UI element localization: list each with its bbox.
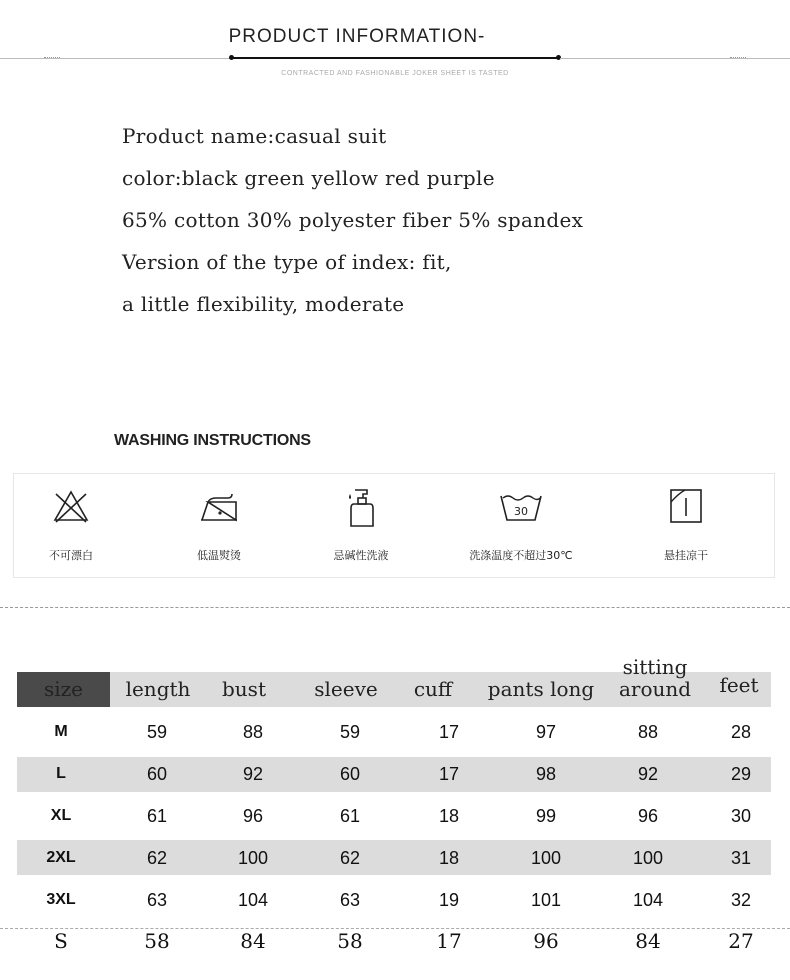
wash-30-icon <box>497 486 545 526</box>
info-product-name: Product name:casual suit <box>122 124 387 148</box>
table-cell: 59 <box>146 722 168 742</box>
table-bottom-line <box>0 928 790 929</box>
wash-label-no-bleach: 不可漂白 <box>49 549 93 562</box>
table-cell: 28 <box>730 722 752 742</box>
table-cell: 19 <box>438 890 460 910</box>
page-subtitle: CONTRACTED AND FASHIONABLE JOKER SHEET IS TASTED <box>281 70 509 77</box>
header-sleeve: sleeve <box>314 677 378 701</box>
header-line-right <box>560 58 790 59</box>
table-cell: 63 <box>146 890 168 910</box>
table-cell: 58 <box>144 929 170 953</box>
wash-item-no-bleach <box>21 474 121 577</box>
washing-title: WASHING INSTRUCTIONS <box>114 432 311 449</box>
size-cell: M <box>54 723 68 740</box>
table-cell: 58 <box>337 929 363 953</box>
table-cell: 62 <box>146 848 168 868</box>
table-cell: 62 <box>339 848 361 868</box>
header-sitting-around <box>610 656 700 708</box>
table-cell: 32 <box>730 890 752 910</box>
info-flexibility: a little flexibility, moderate <box>122 292 405 316</box>
table-cell: 59 <box>339 722 361 742</box>
header-cuff: cuff <box>413 677 453 701</box>
header-sitting-line2: around <box>618 677 692 701</box>
table-cell: 63 <box>339 890 361 910</box>
wash-item-wash-30 <box>461 474 581 577</box>
table-cell: 96 <box>533 929 559 953</box>
table-cell: 100 <box>530 848 562 868</box>
table-cell: 18 <box>438 806 460 826</box>
header-bust: bust <box>222 677 266 701</box>
table-cell: 101 <box>530 890 562 910</box>
table-cell: 98 <box>535 764 557 784</box>
table-cell: 27 <box>728 929 754 953</box>
wash-label-wash-30: 洗涤温度不超过30℃ <box>469 549 573 562</box>
header-pants-long: pants long <box>487 677 595 701</box>
table-cell: 60 <box>146 764 168 784</box>
table-cell: 84 <box>635 929 661 953</box>
table-cell: 92 <box>637 764 659 784</box>
table-cell: 96 <box>242 806 264 826</box>
wash-item-hang-dry <box>636 474 736 577</box>
table-cell: 18 <box>438 848 460 868</box>
table-cell: 61 <box>146 806 168 826</box>
table-cell: 92 <box>242 764 264 784</box>
wash-item-detergent <box>311 474 411 577</box>
header-dash-right <box>730 57 746 61</box>
table-cell: 29 <box>730 764 752 784</box>
table-cell: 100 <box>632 848 664 868</box>
table-cell: 30 <box>730 806 752 826</box>
table-cell: 60 <box>339 764 361 784</box>
detergent-bottle-icon <box>341 486 381 530</box>
header-line-center <box>232 57 560 59</box>
hang-dry-icon <box>666 486 706 526</box>
info-version: Version of the type of index: fit, <box>122 250 452 274</box>
header-size: size <box>17 672 110 707</box>
size-cell: S <box>54 929 68 953</box>
table-cell: 84 <box>240 929 266 953</box>
table-cell: 104 <box>632 890 664 910</box>
table-cell: 88 <box>637 722 659 742</box>
table-cell: 100 <box>237 848 269 868</box>
size-cell: XL <box>50 807 72 824</box>
table-cell: 99 <box>535 806 557 826</box>
header-sitting-line1: sitting <box>622 655 688 679</box>
table-cell: 88 <box>242 722 264 742</box>
low-iron-icon <box>196 486 242 526</box>
size-cell: 2XL <box>46 849 76 866</box>
wash-label-low-iron: 低温熨烫 <box>197 549 241 562</box>
no-bleach-icon <box>51 486 91 526</box>
header-dash-left <box>44 57 60 61</box>
table-cell: 31 <box>730 848 752 868</box>
size-table-header <box>0 655 790 707</box>
header-line-left <box>0 58 230 59</box>
table-cell: 17 <box>438 722 460 742</box>
table-cell: 17 <box>438 764 460 784</box>
table-cell: 97 <box>535 722 557 742</box>
size-cell: 3XL <box>46 891 76 908</box>
table-cell: 104 <box>237 890 269 910</box>
header-feet: feet <box>719 673 759 697</box>
info-material: 65% cotton 30% polyester fiber 5% spandex <box>122 208 584 232</box>
washing-panel <box>13 473 775 578</box>
table-cell: 61 <box>339 806 361 826</box>
header-dot-left <box>229 55 234 60</box>
wash-item-low-iron <box>169 474 269 577</box>
table-cell: 96 <box>637 806 659 826</box>
page-title: PRODUCT INFORMATION- <box>228 26 486 47</box>
info-color: color:black green yellow red purple <box>122 166 495 190</box>
header-length: length <box>125 677 191 701</box>
wash-label-detergent: 忌碱性洗液 <box>333 549 389 562</box>
table-cell: 17 <box>436 929 462 953</box>
size-cell: L <box>56 765 66 782</box>
wash-label-hang-dry: 悬挂凉干 <box>664 549 708 562</box>
section-divider <box>0 607 790 608</box>
wash-temp-text: 30 <box>514 505 528 518</box>
